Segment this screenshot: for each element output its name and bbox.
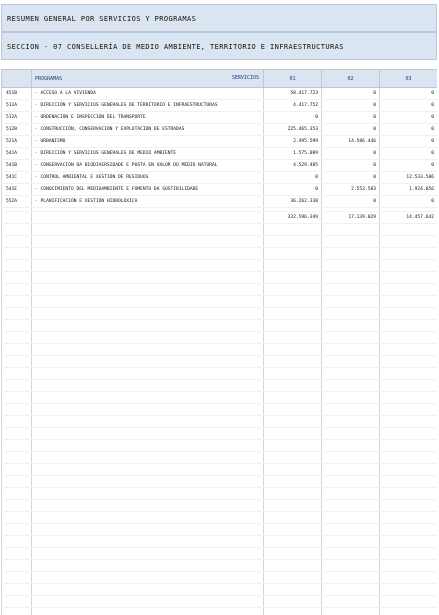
empty-cell xyxy=(322,524,380,536)
column-02-header: 02 xyxy=(322,70,380,88)
empty-cell xyxy=(264,320,322,332)
empty-cell xyxy=(264,392,322,404)
amount-02-cell: 0 xyxy=(322,124,380,136)
empty-cell xyxy=(380,224,438,236)
empty-cell xyxy=(380,548,438,560)
empty-row xyxy=(2,440,438,452)
empty-row xyxy=(2,404,438,416)
empty-row xyxy=(2,392,438,404)
amount-03-cell: 12.533.586 xyxy=(380,172,438,184)
table-row xyxy=(2,148,438,160)
table-body xyxy=(2,88,438,615)
empty-cell xyxy=(322,428,380,440)
amount-02-cell: 0 xyxy=(322,172,380,184)
empty-cell xyxy=(32,296,264,308)
empty-cell xyxy=(380,404,438,416)
empty-row xyxy=(2,248,438,260)
empty-cell xyxy=(32,524,264,536)
empty-cell xyxy=(32,320,264,332)
totals-row xyxy=(2,212,438,224)
empty-cell xyxy=(264,332,322,344)
program-code-cell: 541B xyxy=(2,160,32,172)
table-row xyxy=(2,100,438,112)
summary-table xyxy=(1,69,437,615)
table-row xyxy=(2,88,438,100)
empty-cell xyxy=(32,416,264,428)
empty-cell xyxy=(322,536,380,548)
table-row xyxy=(2,196,438,208)
empty-row xyxy=(2,380,438,392)
program-name-cell: - ORDENACIÓN E INSPECCIÓN DEL TRANSPORTE xyxy=(32,112,264,124)
empty-cell xyxy=(380,236,438,248)
servicios-header: SERVICIOS xyxy=(231,75,259,81)
empty-cell xyxy=(380,296,438,308)
amount-03-cell: 0 xyxy=(380,100,438,112)
amount-03-cell: 1.924.056 xyxy=(380,184,438,196)
empty-cell xyxy=(32,236,264,248)
program-code-cell: 541E xyxy=(2,184,32,196)
empty-cell xyxy=(380,524,438,536)
empty-cell xyxy=(322,404,380,416)
empty-cell xyxy=(2,392,32,404)
table-row xyxy=(2,112,438,124)
program-code-cell: 521A xyxy=(2,136,32,148)
empty-cell xyxy=(322,296,380,308)
total-02-cell: 17.139.029 xyxy=(322,212,380,224)
program-code-cell: 511A xyxy=(2,100,32,112)
empty-cell xyxy=(380,332,438,344)
empty-cell xyxy=(32,368,264,380)
empty-cell xyxy=(2,428,32,440)
empty-cell xyxy=(322,344,380,356)
empty-cell xyxy=(264,452,322,464)
program-name-cell: - CONSERVACIÓN DA BIODIVERSIDADE E POSTA EN VALOR DO MEDIO NATURAL xyxy=(32,160,264,172)
empty-cell xyxy=(2,536,32,548)
amount-03-cell: 0 xyxy=(380,124,438,136)
empty-cell xyxy=(322,356,380,368)
amount-01-cell: 58.417.723 xyxy=(264,88,322,100)
empty-cell xyxy=(2,224,32,236)
table-row xyxy=(2,184,438,196)
amount-01-cell: 4.417.752 xyxy=(264,100,322,112)
empty-row xyxy=(2,488,438,500)
empty-cell xyxy=(2,452,32,464)
amount-01-cell: 0 xyxy=(264,184,322,196)
empty-row xyxy=(2,608,438,615)
amount-01-cell: 36.262.338 xyxy=(264,196,322,208)
empty-row xyxy=(2,296,438,308)
empty-cell xyxy=(32,608,264,615)
total-03-cell: 14.457.642 xyxy=(380,212,438,224)
empty-row xyxy=(2,308,438,320)
empty-row xyxy=(2,452,438,464)
empty-row xyxy=(2,500,438,512)
empty-cell xyxy=(32,452,264,464)
empty-cell xyxy=(32,440,264,452)
empty-cell xyxy=(380,248,438,260)
empty-row xyxy=(2,584,438,596)
empty-cell xyxy=(2,500,32,512)
empty-row xyxy=(2,416,438,428)
empty-cell xyxy=(264,500,322,512)
empty-cell xyxy=(264,596,322,608)
program-name-cell: - ACCESO A LA VIVIENDA xyxy=(32,88,264,100)
empty-cell xyxy=(322,224,380,236)
empty-cell xyxy=(2,548,32,560)
empty-cell xyxy=(2,368,32,380)
empty-cell xyxy=(322,584,380,596)
empty-cell xyxy=(32,404,264,416)
empty-cell xyxy=(322,332,380,344)
empty-row xyxy=(2,272,438,284)
empty-cell xyxy=(322,452,380,464)
empty-cell xyxy=(380,560,438,572)
empty-cell xyxy=(322,416,380,428)
empty-cell xyxy=(264,608,322,615)
empty-cell xyxy=(380,608,438,615)
empty-cell xyxy=(264,548,322,560)
empty-cell xyxy=(380,308,438,320)
program-name-cell: - PLANIFICACIÓN E XESTIÓN HIDROLÓXICA xyxy=(32,196,264,208)
empty-cell xyxy=(32,548,264,560)
empty-cell xyxy=(380,596,438,608)
program-name-cell: - DIRECCIÓN Y SERVICIOS GENERALES DE MEDIO AMBIENTE xyxy=(32,148,264,160)
empty-cell xyxy=(380,416,438,428)
empty-cell xyxy=(380,452,438,464)
empty-cell xyxy=(380,380,438,392)
empty-cell xyxy=(264,356,322,368)
empty-cell xyxy=(264,272,322,284)
empty-cell xyxy=(2,308,32,320)
empty-cell xyxy=(2,572,32,584)
amount-03-cell: 0 xyxy=(380,160,438,172)
empty-cell xyxy=(32,584,264,596)
empty-cell xyxy=(32,344,264,356)
empty-cell xyxy=(264,296,322,308)
amount-03-cell: 0 xyxy=(380,112,438,124)
amount-01-cell: 0 xyxy=(264,172,322,184)
program-code-cell: 552A xyxy=(2,196,32,208)
empty-cell xyxy=(322,560,380,572)
empty-cell xyxy=(264,224,322,236)
empty-cell xyxy=(322,260,380,272)
empty-cell xyxy=(322,308,380,320)
empty-cell xyxy=(264,236,322,248)
empty-cell xyxy=(380,440,438,452)
empty-cell xyxy=(32,356,264,368)
program-name-cell: - DIRECCIÓN Y SERVICIOS GENERALES DE TERRITORIO E INFRAESTRUCTURAS xyxy=(32,100,264,112)
empty-cell xyxy=(322,392,380,404)
empty-row xyxy=(2,356,438,368)
empty-cell xyxy=(32,308,264,320)
empty-cell xyxy=(264,536,322,548)
empty-cell xyxy=(264,488,322,500)
empty-cell xyxy=(32,380,264,392)
empty-cell xyxy=(322,512,380,524)
amount-01-cell: 4.529.485 xyxy=(264,160,322,172)
program-code-cell: 512A xyxy=(2,112,32,124)
table-header-row xyxy=(2,70,438,88)
empty-cell xyxy=(264,512,322,524)
amount-03-cell: 0 xyxy=(380,148,438,160)
empty-cell xyxy=(264,344,322,356)
empty-cell xyxy=(322,476,380,488)
empty-cell xyxy=(2,584,32,596)
totals-label-cell xyxy=(32,212,264,224)
empty-cell xyxy=(322,548,380,560)
empty-cell xyxy=(264,260,322,272)
empty-cell xyxy=(2,464,32,476)
empty-cell xyxy=(380,464,438,476)
empty-cell xyxy=(380,320,438,332)
programas-header: PROGRAMAS xyxy=(35,75,63,82)
empty-row xyxy=(2,572,438,584)
empty-cell xyxy=(32,476,264,488)
empty-cell xyxy=(2,404,32,416)
empty-cell xyxy=(2,344,32,356)
empty-cell xyxy=(264,572,322,584)
empty-cell xyxy=(322,440,380,452)
empty-cell xyxy=(2,320,32,332)
empty-cell xyxy=(322,272,380,284)
amount-02-cell: 0 xyxy=(322,112,380,124)
program-code-cell: 451B xyxy=(2,88,32,100)
header-code-cell xyxy=(2,70,32,88)
totals-code-cell xyxy=(2,212,32,224)
amount-02-cell: 0 xyxy=(322,148,380,160)
empty-cell xyxy=(380,488,438,500)
empty-cell xyxy=(264,584,322,596)
table-row xyxy=(2,172,438,184)
amount-01-cell: 1.575.089 xyxy=(264,148,322,160)
amount-02-cell: 0 xyxy=(322,88,380,100)
empty-cell xyxy=(322,596,380,608)
amount-02-cell: 2.553.583 xyxy=(322,184,380,196)
empty-cell xyxy=(264,404,322,416)
section-title: SECCION - 07 CONSELLERÍA DE MEDIO AMBIENTE, TERRITORIO E INFRAESTRUCTURAS xyxy=(1,32,437,60)
empty-cell xyxy=(2,284,32,296)
empty-cell xyxy=(380,272,438,284)
empty-cell xyxy=(32,488,264,500)
amount-03-cell: 0 xyxy=(380,88,438,100)
empty-cell xyxy=(380,500,438,512)
empty-cell xyxy=(380,536,438,548)
empty-row xyxy=(2,368,438,380)
empty-cell xyxy=(2,272,32,284)
empty-cell xyxy=(32,224,264,236)
empty-cell xyxy=(264,464,322,476)
empty-row xyxy=(2,512,438,524)
amount-02-cell: 0 xyxy=(322,100,380,112)
program-code-cell: 541A xyxy=(2,148,32,160)
empty-cell xyxy=(322,248,380,260)
empty-cell xyxy=(2,248,32,260)
empty-cell xyxy=(380,368,438,380)
empty-cell xyxy=(32,260,264,272)
empty-cell xyxy=(32,560,264,572)
empty-row xyxy=(2,464,438,476)
total-01-cell: 332.596.349 xyxy=(264,212,322,224)
empty-cell xyxy=(2,356,32,368)
empty-cell xyxy=(32,272,264,284)
empty-cell xyxy=(32,248,264,260)
program-name-cell: - URBANISMO xyxy=(32,136,264,148)
empty-cell xyxy=(322,236,380,248)
table-row xyxy=(2,124,438,136)
empty-cell xyxy=(32,500,264,512)
empty-row xyxy=(2,284,438,296)
table-row xyxy=(2,136,438,148)
amount-03-cell: 0 xyxy=(380,136,438,148)
empty-row xyxy=(2,596,438,608)
empty-cell xyxy=(32,428,264,440)
empty-cell xyxy=(2,596,32,608)
amount-02-cell: 14.586.446 xyxy=(322,136,380,148)
empty-cell xyxy=(2,524,32,536)
amount-01-cell: 225.465.353 xyxy=(264,124,322,136)
empty-cell xyxy=(380,356,438,368)
empty-cell xyxy=(2,416,32,428)
table-row xyxy=(2,160,438,172)
empty-cell xyxy=(380,428,438,440)
empty-cell xyxy=(32,512,264,524)
empty-cell xyxy=(2,560,32,572)
empty-cell xyxy=(264,416,322,428)
empty-cell xyxy=(2,332,32,344)
program-name-cell: - CONTROL AMBIENTAL E XESTIÓN DE RESIDUOS xyxy=(32,172,264,184)
empty-cell xyxy=(2,236,32,248)
column-01-header: 01 xyxy=(264,70,322,88)
empty-cell xyxy=(322,380,380,392)
program-code-cell: 541C xyxy=(2,172,32,184)
empty-cell xyxy=(32,572,264,584)
empty-cell xyxy=(264,368,322,380)
amount-02-cell: 0 xyxy=(322,160,380,172)
empty-row xyxy=(2,428,438,440)
empty-cell xyxy=(380,476,438,488)
empty-cell xyxy=(32,464,264,476)
empty-cell xyxy=(2,488,32,500)
empty-cell xyxy=(2,296,32,308)
amount-03-cell: 0 xyxy=(380,196,438,208)
empty-cell xyxy=(264,308,322,320)
empty-cell xyxy=(322,488,380,500)
empty-row xyxy=(2,344,438,356)
empty-cell xyxy=(322,284,380,296)
empty-cell xyxy=(380,584,438,596)
summary-table-container xyxy=(1,69,437,615)
empty-cell xyxy=(380,260,438,272)
empty-cell xyxy=(32,536,264,548)
report-title: RESUMEN GENERAL POR SERVICIOS Y PROGRAMAS xyxy=(1,4,437,32)
program-code-cell: 512B xyxy=(2,124,32,136)
empty-cell xyxy=(264,428,322,440)
empty-row xyxy=(2,320,438,332)
empty-cell xyxy=(322,608,380,615)
empty-cell xyxy=(322,572,380,584)
column-03-header: 03 xyxy=(380,70,438,88)
empty-cell xyxy=(380,284,438,296)
empty-cell xyxy=(322,368,380,380)
empty-row xyxy=(2,224,438,236)
empty-cell xyxy=(32,284,264,296)
empty-cell xyxy=(2,476,32,488)
empty-row xyxy=(2,260,438,272)
empty-cell xyxy=(2,380,32,392)
amount-01-cell: 0 xyxy=(264,112,322,124)
empty-cell xyxy=(322,464,380,476)
empty-cell xyxy=(32,332,264,344)
empty-cell xyxy=(32,392,264,404)
empty-cell xyxy=(380,572,438,584)
empty-cell xyxy=(2,512,32,524)
empty-cell xyxy=(264,476,322,488)
empty-cell xyxy=(264,380,322,392)
empty-cell xyxy=(264,248,322,260)
empty-cell xyxy=(264,440,322,452)
empty-cell xyxy=(2,260,32,272)
empty-row xyxy=(2,560,438,572)
amount-02-cell: 0 xyxy=(322,196,380,208)
header-name-cell xyxy=(32,70,264,88)
empty-cell xyxy=(264,524,322,536)
empty-cell xyxy=(322,320,380,332)
empty-row xyxy=(2,536,438,548)
empty-cell xyxy=(32,596,264,608)
empty-cell xyxy=(264,560,322,572)
empty-row xyxy=(2,524,438,536)
amount-01-cell: 2.495.599 xyxy=(264,136,322,148)
empty-row xyxy=(2,476,438,488)
program-name-cell: - CONSTRUCCIÓN, CONSERVACIÓN Y EXPLOTACIÓN DE ESTRADAS xyxy=(32,124,264,136)
empty-row xyxy=(2,548,438,560)
empty-row xyxy=(2,332,438,344)
program-name-cell: - CONOCIMIENTO DEL MEDIOAMBIENTE E FOMENTO DA SOSTIBILIDADE xyxy=(32,184,264,196)
empty-cell xyxy=(264,284,322,296)
empty-cell xyxy=(2,440,32,452)
empty-cell xyxy=(2,608,32,615)
empty-cell xyxy=(380,344,438,356)
empty-row xyxy=(2,236,438,248)
empty-cell xyxy=(380,512,438,524)
empty-cell xyxy=(322,500,380,512)
empty-cell xyxy=(380,392,438,404)
